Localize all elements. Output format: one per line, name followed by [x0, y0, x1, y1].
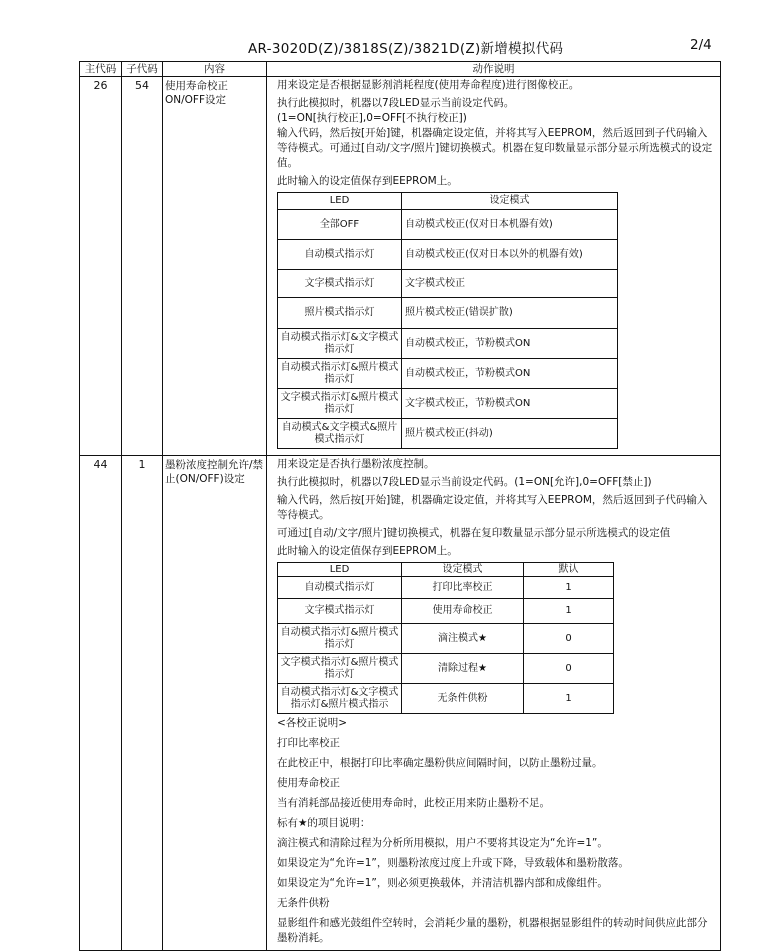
mode-cell: 自动模式校正(仅对日本以外的机器有效) [402, 240, 618, 270]
sub-header-led: LED [278, 563, 402, 577]
mode-cell: 照片模式校正(错误扩散) [402, 298, 618, 329]
note-line: 滴注模式和清除过程为分析所用模拟，用户不要将其设定为“允许=1”。 [277, 837, 608, 849]
note-line: 显影组件和感光鼓组件空转时，会消耗少量的墨粉，机器根据显影组件的转动时间供应此部分墨粉消耗。 [277, 917, 708, 944]
sub-code-cell: 1 [122, 456, 163, 951]
led-cell: 文字模式指示灯 [278, 270, 402, 298]
led-cell: 自动模式指示灯&照片模式指示灯 [278, 359, 402, 389]
sub-table-row [278, 359, 618, 389]
sub-table-row [278, 419, 618, 449]
sub-code-cell: 54 [122, 77, 163, 456]
default-cell: 1 [524, 599, 614, 624]
mode-cell: 照片模式校正(抖动) [402, 419, 618, 449]
sub-table-row [278, 577, 614, 599]
mode-cell: 自动模式校正(仅对日本机器有效) [402, 210, 618, 240]
sub-header-led: LED [278, 193, 402, 210]
note-line: 使用寿命校正 [277, 777, 340, 789]
led-mode-table [277, 192, 618, 449]
desc-line: 可通过[自动/文字/照片]键切换模式，机器在复印数量显示部分显示所选模式的设定值 [277, 527, 671, 539]
note-line: 在此校正中，根据打印比率确定墨粉供应间隔时间，以防止墨粉过量。 [277, 757, 603, 769]
led-cell: 自动模式指示灯&文字模式指示灯 [278, 329, 402, 359]
mode-cell: 使用寿命校正 [402, 599, 524, 624]
sub-header-mode: 设定模式 [402, 563, 524, 577]
description-cell [267, 77, 721, 456]
sub-table-row [278, 270, 618, 298]
mode-cell: 打印比率校正 [402, 577, 524, 599]
sub-table-row [278, 298, 618, 329]
content-cell: 使用寿命校正ON/OFF设定 [163, 77, 267, 456]
desc-line: 输入代码，然后按[开始]键，机器确定设定值，并将其写入EEPROM，然后返回到子代码输入等待模式。 [277, 494, 708, 521]
col-header-description: 动作说明 [267, 62, 721, 77]
led-cell: 自动模式指示灯&文字模式指示灯&照片模式指示 [278, 684, 402, 714]
desc-line: 此时输入的设定值保存到EEPROM上。 [277, 545, 458, 557]
sub-table-row [278, 240, 618, 270]
mode-cell: 无条件供粉 [402, 684, 524, 714]
led-cell: 文字模式指示灯&照片模式指示灯 [278, 389, 402, 419]
sub-table-row [278, 684, 614, 714]
note-line: <各校正说明> [277, 717, 348, 729]
main-code-cell: 26 [80, 77, 122, 456]
desc-line: 执行此模拟时，机器以7段LED显示当前设定代码。(1=ON[允许],0=OFF[禁止]) [277, 476, 652, 488]
table-header-row [80, 62, 721, 77]
note-line: 如果设定为“允许=1”，则必须更换载体，并清洁机器内部和成像组件。 [277, 877, 608, 889]
led-cell: 文字模式指示灯&照片模式指示灯 [278, 654, 402, 684]
desc-line: 执行此模拟时，机器以7段LED显示当前设定代码。 [277, 97, 515, 109]
note-line: 如果设定为“允许=1”，则墨粉浓度过度上升或下降，导致载体和墨粉散落。 [277, 857, 629, 869]
mode-cell: 文字模式校正 [402, 270, 618, 298]
desc-line: 此时输入的设定值保存到EEPROM上。 [277, 175, 458, 187]
led-cell: 自动模式指示灯&照片模式指示灯 [278, 624, 402, 654]
note-line: 打印比率校正 [277, 737, 340, 749]
sub-header-default: 默认 [524, 563, 614, 577]
description-cell [267, 456, 721, 951]
page-title: AR-3020D(Z)/3818S(Z)/3821D(Z)新增模拟代码 [248, 41, 564, 57]
simulation-code-table [79, 61, 721, 951]
note-line: 当有消耗部品接近使用寿命时，此校正用来防止墨粉不足。 [277, 797, 550, 809]
sub-table-header [278, 563, 614, 577]
table-row [80, 456, 721, 951]
main-code-cell: 44 [80, 456, 122, 951]
led-cell: 自动模式指示灯 [278, 240, 402, 270]
led-cell: 全部OFF [278, 210, 402, 240]
note-line: 无条件供粉 [277, 897, 330, 909]
mode-cell: 清除过程★ [402, 654, 524, 684]
sub-table-row [278, 599, 614, 624]
desc-line: 用来设定是否根据显影剂消耗程度(使用寿命程度)进行图像校正。 [277, 79, 580, 91]
col-header-content: 内容 [163, 62, 267, 77]
sub-table-row [278, 329, 618, 359]
sub-table-row [278, 624, 614, 654]
default-cell: 1 [524, 577, 614, 599]
mode-cell: 滴注模式★ [402, 624, 524, 654]
sub-table-header [278, 193, 618, 210]
desc-line: (1=ON[执行校正],0=OFF[不执行校正]) [277, 112, 467, 124]
col-header-sub-code: 子代码 [122, 62, 163, 77]
mode-cell: 文字模式校正，节粉模式ON [402, 389, 618, 419]
sub-table-row [278, 654, 614, 684]
sub-header-mode: 设定模式 [402, 193, 618, 210]
mode-cell: 自动模式校正，节粉模式ON [402, 359, 618, 389]
mode-cell: 自动模式校正，节粉模式ON [402, 329, 618, 359]
led-cell: 自动模式&文字模式&照片模式指示灯 [278, 419, 402, 449]
sub-table-row [278, 210, 618, 240]
desc-line: 输入代码，然后按[开始]键，机器确定设定值，并将其写入EEPROM，然后返回到子代码输入等待模式。可通过[自动/文字/照片]键切换模式。机器在复印数量显示部分显示所选模式的设定值。 [277, 127, 713, 169]
page-number: 2/4 [690, 37, 712, 53]
default-cell: 1 [524, 684, 614, 714]
col-header-main-code: 主代码 [80, 62, 122, 77]
led-cell: 自动模式指示灯 [278, 577, 402, 599]
led-mode-default-table [277, 562, 614, 714]
content-cell: 墨粉浓度控制允许/禁止(ON/OFF)设定 [163, 456, 267, 951]
desc-line: 用来设定是否执行墨粉浓度控制。 [277, 458, 435, 470]
note-line: 标有★的项目说明： [277, 817, 371, 829]
default-cell: 0 [524, 624, 614, 654]
default-cell: 0 [524, 654, 614, 684]
led-cell: 照片模式指示灯 [278, 298, 402, 329]
sub-table-row [278, 389, 618, 419]
led-cell: 文字模式指示灯 [278, 599, 402, 624]
table-row [80, 77, 721, 456]
